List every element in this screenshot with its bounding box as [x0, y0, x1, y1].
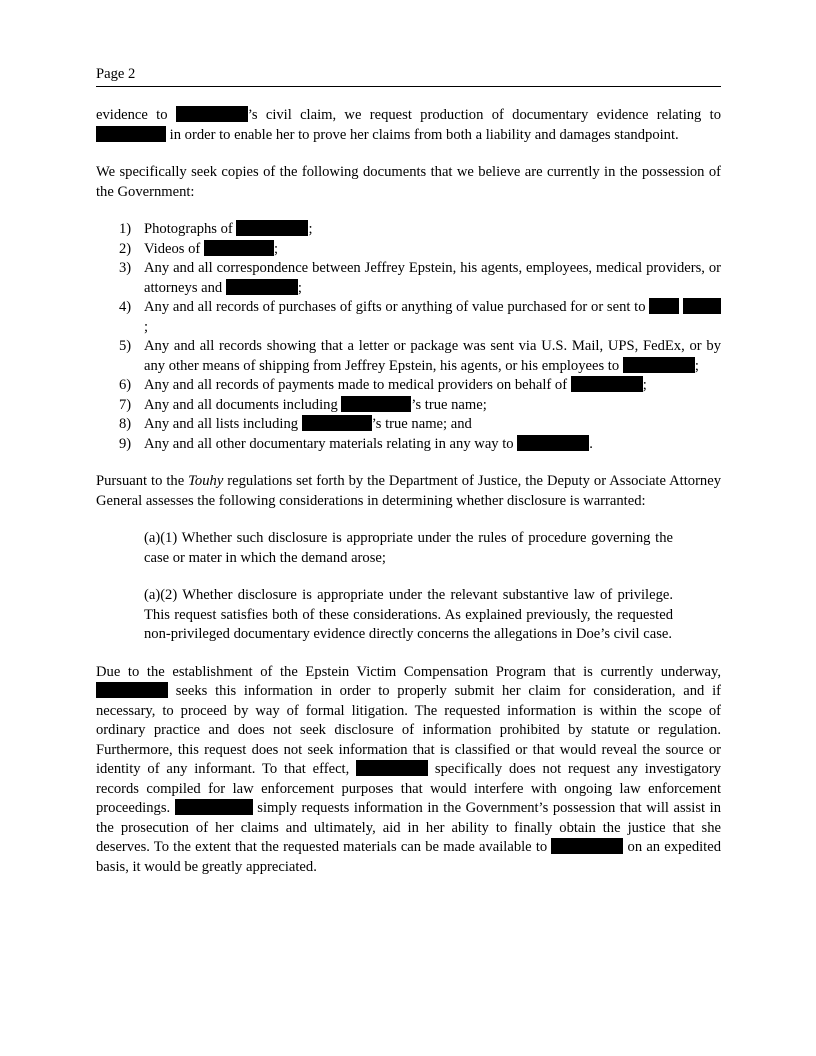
page-header — [96, 65, 721, 87]
redaction-box — [236, 220, 308, 236]
text-run: . — [589, 435, 593, 452]
redaction-box — [517, 435, 589, 451]
text-run: ; — [297, 279, 302, 296]
text-run: Photographs of — [144, 221, 233, 237]
text-run: evidence to — [96, 107, 168, 123]
text-run: regulations set forth by the Department of Justice, the Deputy or Associate Attorney General assesses the following considerations in determining whether disclosure is warranted: — [96, 473, 721, 509]
text-run: seeks this information in order to properly submit her claim for consideration, and if necessary, to proceed by way of formal litigation. The requested information is within the scope of ordinary practice and does not seek disclosure of information prohibited by statute or regulation. Furthermore, this request does not seek information that is classified or that would reveal the source or identity of any informant. To that effect, — [96, 683, 721, 777]
text-run: Any and all records of purchases of gifts or anything of value purchased for or sent to — [144, 299, 646, 315]
list-item — [96, 298, 721, 337]
redaction-box — [176, 106, 248, 122]
paragraph-request: We specifically seek copies of the following documents that we believe are currently in the possession of the Government: — [96, 164, 721, 200]
paragraph-touhy — [96, 472, 721, 511]
redaction-box — [204, 240, 274, 256]
list-number: 3) — [119, 260, 132, 276]
text-run: ’s true name; and — [371, 416, 472, 432]
text-run: specifically does not request any investigatory records compiled for law enforcement purposes that would interfere with ongoing law enforcement proceedings. — [96, 761, 721, 816]
list-item — [96, 337, 721, 376]
text-run: simply requests information in the Government’s possession that will assist in the prosecution of her claims and ultimately, aid in her ability to finally obtain the justice that she deserves. To the extent that the requested materials can be made available to — [96, 800, 721, 855]
list-number: 7) — [119, 396, 132, 413]
redaction-box — [683, 298, 721, 314]
redaction-box — [175, 799, 253, 815]
redaction-box — [356, 760, 428, 776]
text-run: Videos of — [144, 240, 201, 257]
text-run: in order to enable her to prove her claims from both a liability and damages standpoint. — [169, 126, 679, 143]
redaction-box — [96, 126, 166, 142]
text-run: ; — [642, 377, 647, 393]
text-run: ; — [273, 240, 278, 257]
text-run: Any and all correspondence between Jeffrey Epstein, his agents, employees, medical providers, or attorneys and — [144, 260, 721, 296]
text-run: ’s civil claim, we request production of documentary evidence relating to — [247, 107, 721, 123]
redaction-box — [302, 415, 372, 431]
redaction-box — [551, 838, 623, 854]
text-run: ; — [694, 357, 699, 374]
text-run: Any and all records of payments made to medical providers on behalf of — [144, 377, 568, 393]
document-request-list — [96, 220, 721, 454]
text-run: Any and all other documentary materials relating in any way to — [144, 435, 514, 452]
redaction-box — [341, 396, 411, 412]
list-item — [96, 259, 721, 298]
list-item — [96, 435, 721, 455]
text-run: ; — [308, 221, 313, 237]
redaction-box — [623, 357, 695, 373]
text-run: ’s true name; — [411, 396, 487, 413]
redaction-box — [96, 682, 168, 698]
list-number: 9) — [119, 435, 132, 452]
list-number: 1) — [119, 221, 132, 237]
touhy-italic: Touhy — [188, 473, 224, 489]
text-run: Due to the establishment of the Epstein Victim Compensation Program that is currently underway, — [96, 663, 721, 680]
page-number: Page 2 — [96, 66, 136, 82]
list-item — [96, 220, 721, 240]
list-item — [96, 396, 721, 416]
text-run: Any and all documents including — [144, 396, 338, 413]
text-run: on an expedited basis, it would be greatly appreciated. — [96, 839, 721, 875]
text-run: Pursuant to the — [96, 473, 185, 489]
list-item — [96, 376, 721, 396]
redaction-box — [649, 298, 679, 314]
redaction-box — [571, 376, 643, 392]
list-item — [96, 415, 721, 435]
list-number: 8) — [119, 416, 132, 432]
list-number: 6) — [119, 377, 132, 393]
text-run: Any and all lists including — [144, 416, 299, 432]
text-run: ; — [144, 318, 149, 335]
text-run: Any and all records showing that a letter or package was sent via U.S. Mail, UPS, FedEx, or by any other means of shipping from Jeffrey Epstein, his agents, or his employees to — [144, 338, 721, 374]
list-number: 2) — [119, 240, 132, 257]
list-number: 4) — [119, 299, 132, 315]
list-number: 5) — [119, 338, 132, 354]
letter-body — [96, 106, 721, 877]
redaction-box — [226, 279, 298, 295]
block-quote-a2: (a)(2) Whether disclosure is appropriate under the relevant substantive law of privilege. This request satisfies both of these considerations. As explained previously, the requested non-privileged documentary evidence directly concerns the allegations in Doe’s civil case. — [144, 587, 673, 642]
block-quote-a1: (a)(1) Whether such disclosure is appropriate under the rules of procedure governing the case or mater in which the demand arose; — [144, 530, 673, 566]
list-item — [96, 240, 721, 260]
paragraph-intro — [96, 106, 721, 145]
paragraph-compensation — [96, 663, 721, 878]
